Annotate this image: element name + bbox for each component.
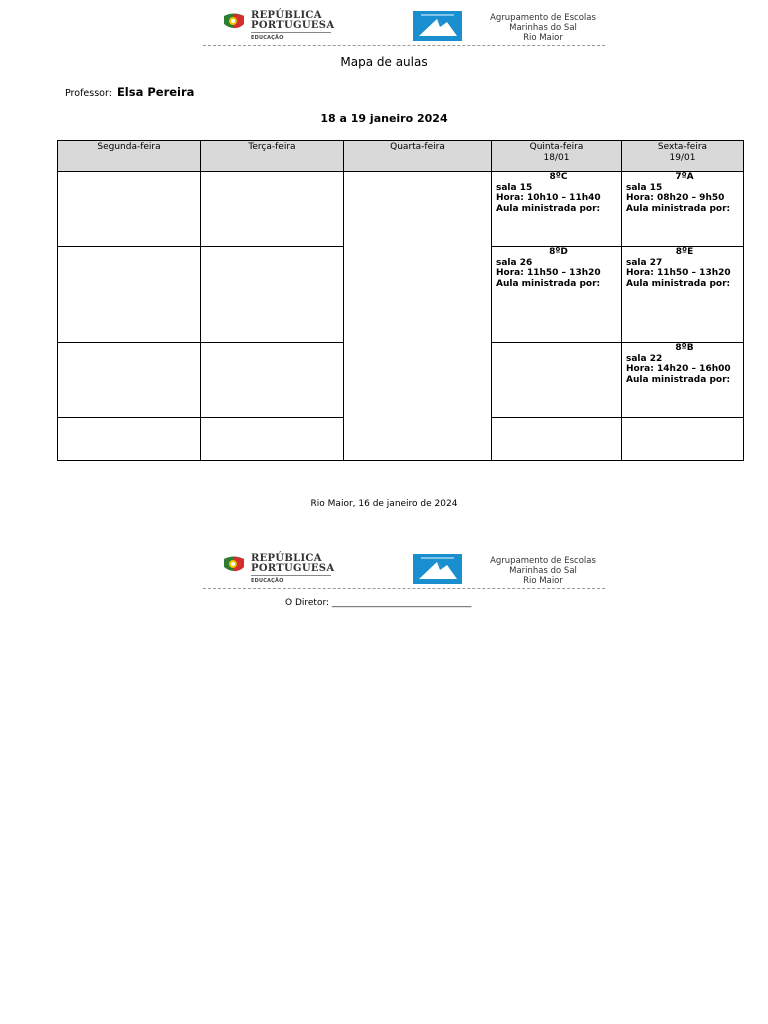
lesson-room: sala 26	[496, 257, 533, 268]
header-rule	[203, 588, 605, 589]
professor-name: Elsa Pereira	[116, 85, 195, 99]
lesson-taught-by: Aula ministrada por:	[626, 278, 731, 289]
lesson-class: 8ºE	[675, 247, 694, 257]
educacao-text: EDUCAÇÃO	[251, 35, 284, 41]
professor-label: Professor:	[65, 88, 112, 99]
lesson-time: Hora: 10h10 – 11h40	[496, 193, 601, 203]
school-logo-icon	[413, 554, 462, 584]
cell-lesson	[492, 172, 622, 247]
letterhead-top	[203, 11, 605, 51]
lesson-taught-by: Aula ministrada por:	[626, 203, 731, 214]
school-logo-icon	[413, 11, 462, 41]
page-title: Mapa de aulas	[340, 55, 428, 69]
lesson-class: 7ºA	[675, 172, 694, 182]
cell-empty	[492, 418, 622, 461]
lesson-taught-by: Aula ministrada por:	[626, 374, 731, 385]
lesson-time: Hora: 08h20 – 9h50	[626, 193, 725, 203]
cell-empty	[492, 343, 622, 418]
republica-portuguesa-text: REPÚBLICA PORTUGUESA	[251, 10, 335, 31]
cell-wednesday-merged	[344, 172, 492, 461]
cell-empty	[58, 247, 201, 343]
cell-empty	[58, 418, 201, 461]
date-range: 18 a 19 janeiro 2024	[320, 112, 448, 125]
header-friday: Sexta-feira 19/01	[622, 141, 744, 172]
place-date: Rio Maior, 16 de janeiro de 2024	[310, 499, 458, 509]
lesson-taught-by: Aula ministrada por:	[496, 278, 601, 289]
republica-emblem-icon	[222, 555, 246, 575]
director-label: O Diretor:	[285, 598, 330, 608]
cell-empty	[58, 343, 201, 418]
cell-empty	[201, 343, 344, 418]
header-wednesday: Quarta-feira	[344, 141, 492, 172]
director-signature	[285, 598, 471, 608]
schedule-table	[57, 140, 744, 461]
header-rule	[203, 45, 605, 46]
lesson-class: 8ºD	[549, 247, 568, 257]
educacao-text: EDUCAÇÃO	[251, 578, 284, 584]
republica-emblem-icon	[222, 12, 246, 32]
lesson-room: sala 22	[626, 353, 663, 364]
cell-lesson	[492, 247, 622, 343]
school-name: Agrupamento de Escolas Marinhas do Sal Rio Maior	[490, 13, 596, 43]
divider	[251, 32, 331, 33]
lesson-room: sala 15	[496, 182, 533, 193]
cell-empty	[201, 172, 344, 247]
lesson-room: sala 27	[626, 257, 663, 268]
lesson-time: Hora: 14h20 – 16h00	[626, 364, 731, 374]
cell-lesson	[622, 247, 744, 343]
lesson-room: sala 15	[626, 182, 663, 193]
header-thursday: Quinta-feira 18/01	[492, 141, 622, 172]
divider	[251, 575, 331, 576]
lesson-taught-by: Aula ministrada por:	[496, 203, 601, 214]
cell-empty	[201, 247, 344, 343]
table-row	[58, 172, 744, 247]
lesson-time: Hora: 11h50 – 13h20	[626, 268, 731, 278]
letterhead-bottom	[203, 554, 605, 594]
cell-empty	[622, 418, 744, 461]
lesson-time: Hora: 11h50 – 13h20	[496, 268, 601, 278]
lesson-class: 8ºC	[549, 172, 568, 182]
header-tuesday: Terça-feira	[201, 141, 344, 172]
lesson-class: 8ºB	[675, 343, 694, 353]
cell-empty	[58, 172, 201, 247]
signature-line: _______________________________	[331, 598, 472, 608]
cell-lesson	[622, 343, 744, 418]
cell-empty	[201, 418, 344, 461]
school-name: Agrupamento de Escolas Marinhas do Sal Rio Maior	[490, 556, 596, 586]
professor-line	[65, 85, 194, 99]
header-monday: Segunda-feira	[58, 141, 201, 172]
cell-lesson	[622, 172, 744, 247]
table-header-row	[58, 141, 744, 172]
republica-portuguesa-text: REPÚBLICA PORTUGUESA	[251, 553, 335, 574]
